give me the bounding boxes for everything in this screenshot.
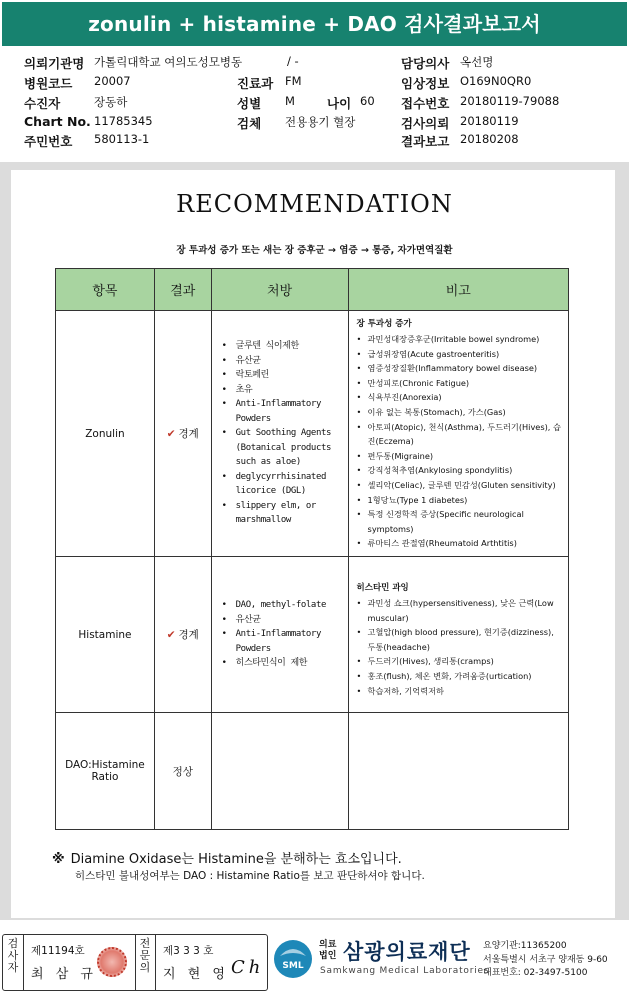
resident-value: 580113-1: [94, 132, 150, 146]
list-item: • 유산균: [222, 613, 344, 628]
list-item: • 셀리악(Celiac), 글루텐 민감성(Gluten sensitivity): [357, 478, 562, 493]
chart-label: Chart No.: [24, 114, 91, 129]
item-histamine: Histamine: [56, 557, 155, 713]
divider: [23, 935, 24, 990]
table-row-ratio: [56, 713, 569, 830]
tester-name: 최 삼 규: [31, 967, 97, 982]
org-phone: 대표번호: 02-3497-5100: [483, 968, 588, 978]
hospital-label: 의뢰기관명: [24, 56, 85, 71]
doctor-value: 옥선명: [460, 55, 494, 69]
org-type: [319, 940, 336, 962]
list-item: • 류마티스 관절염(Rheumatoid Arthtitis): [357, 536, 562, 551]
signature: Ch: [231, 957, 265, 978]
seal-stamp: [97, 947, 127, 977]
list-item: • Anti-Inflammatory Powders: [222, 627, 344, 656]
org-info: [483, 940, 608, 981]
list-item: • 고혈압(high blood pressure), 현기증(dizziness), 두통(headache): [357, 625, 562, 654]
specialist-number: 제3 3 3 호: [163, 945, 214, 957]
divider: [155, 935, 156, 990]
resident-label: 주민번호: [24, 134, 73, 149]
hospital-value: 가톨릭대학교 여의도성모병동: [94, 55, 243, 69]
list-item: • Gut Soothing Agents (Botanical products such as aloe): [222, 426, 344, 470]
clinical-value: O169N0QR0: [460, 74, 532, 88]
list-item: • 편두통(Migraine): [357, 449, 562, 464]
list-item: • DAO, methyl-folate: [222, 598, 344, 613]
list-item: • 과민성대장증후군(Irritable bowel syndrome): [357, 332, 562, 347]
list-item: • 글루텐 식이제한: [222, 339, 344, 354]
code-label: 병원코드: [24, 76, 73, 91]
result-date-value: 20180208: [460, 132, 519, 146]
list-item: • 만성피로(Chronic Fatigue): [357, 376, 562, 391]
request-value: 20180119: [460, 114, 519, 128]
patient-value: 장동하: [94, 95, 128, 109]
prescription-ratio: [211, 713, 348, 830]
list-item: • 히스타민식이 제한: [222, 656, 344, 671]
list-item: • 1형당뇨(Type 1 diabetes): [357, 493, 562, 508]
org-name: 삼광의료재단: [343, 940, 471, 964]
header-remarks: 비고: [348, 269, 568, 311]
org-english-name: Samkwang Medical Laboratories: [320, 966, 490, 976]
list-item: • 아토피(Atopic), 천식(Asthma), 두드러기(Hives), 습진(Eczema): [357, 420, 562, 449]
list-item: • 급성위장염(Acute gastroenteritis): [357, 347, 562, 362]
list-item: • 과민성 쇼크(hypersensitiveness), 낮은 근력(Low muscular): [357, 596, 562, 625]
footnote-2: 히스타민 불내성여부는 DAO : Histamine Ratio를 보고 판단하셔야 합니다.: [75, 870, 425, 882]
table-row-zonulin: [56, 311, 569, 557]
result-date-label: 결과보고: [401, 134, 450, 149]
result-ratio: 정상: [154, 713, 211, 830]
logo-text: SML: [282, 961, 304, 971]
code-value: 20007: [94, 74, 131, 88]
recommendation-subtitle: 장 투과성 증가 또는 새는 장 증후군 → 염증 → 통증, 자가면역질환: [176, 245, 453, 256]
footnote: [52, 848, 402, 867]
result-histamine: [154, 557, 211, 713]
list-item: • 식욕부진(Anorexia): [357, 390, 562, 405]
age-label: 나이: [327, 96, 352, 111]
age-value: 60: [360, 94, 375, 108]
chart-value: 11785345: [94, 114, 153, 128]
header-prescription: 처방: [211, 269, 348, 311]
org-code: 요양기관:11365200: [483, 941, 567, 951]
remarks-ratio: [348, 713, 568, 830]
sex-label: 성별: [237, 96, 262, 111]
table-header-row: [56, 269, 569, 311]
check-icon: ✔: [166, 629, 176, 641]
patient-label: 수진자: [24, 96, 61, 111]
table-row-histamine: [56, 557, 569, 713]
list-item: • 강직성척추염(Ankylosing spondylitis): [357, 463, 562, 478]
specimen-value: 전용용기 혈장: [285, 115, 356, 129]
org-address: 서울특별시 서초구 양재동 9-60: [483, 954, 608, 965]
header-result: 결과: [154, 269, 211, 311]
dept-label: 진료과: [237, 76, 274, 91]
signature-box: [2, 934, 268, 991]
tester-label: 검사자: [7, 937, 19, 974]
remarks-histamine: [348, 557, 568, 713]
sml-logo-icon: [272, 938, 314, 980]
sex-value: M: [285, 94, 295, 108]
dept-value: FM: [285, 74, 302, 88]
list-item: • 락토페린: [222, 368, 344, 383]
result-histamine-text: 경계: [178, 629, 199, 641]
receipt-label: 접수번호: [401, 96, 450, 111]
org-type-1: 의료: [319, 940, 337, 950]
divider: [135, 935, 136, 990]
prescription-zonulin: [211, 311, 348, 557]
result-zonulin-text: 경계: [178, 428, 199, 440]
result-zonulin: [154, 311, 211, 557]
list-item: • 유산균: [222, 354, 344, 369]
list-item: • 홍조(flush), 체온 변화, 가려움증(urtication): [357, 669, 562, 684]
specialist-label: 전문의: [139, 937, 151, 974]
list-item: • deglycyrrhisinated licorice (DGL): [222, 470, 344, 499]
list-item: • 이유 없는 복통(Stomach), 가스(Gas): [357, 405, 562, 420]
tester-number: 제11194호: [31, 945, 85, 957]
remarks-title: 장 투과성 증가: [356, 319, 412, 329]
ward-value: / -: [287, 54, 299, 68]
footnote-text: Diamine Oxidase는 Histamine을 분해하는 효소입니다.: [70, 852, 402, 867]
recommendation-title: RECOMMENDATION: [176, 190, 453, 218]
list-item: • 염증성장질환(Inflammatory bowel disease): [357, 361, 562, 376]
doctor-label: 담당의사: [401, 56, 450, 71]
remarks-title: 히스타민 과잉: [356, 583, 409, 593]
list-item: • Anti-Inflammatory Powders: [222, 397, 344, 426]
report-title: zonulin + histamine + DAO 검사결과보고서: [2, 2, 627, 46]
remarks-zonulin: [348, 311, 568, 557]
recommendation-table: [55, 268, 569, 830]
clinical-label: 임상정보: [401, 76, 450, 91]
header-item: 항목: [56, 269, 155, 311]
specialist-name: 지 현 영: [163, 967, 229, 982]
item-ratio: DAO:Histamine Ratio: [56, 713, 155, 830]
list-item: • 두드러기(Hives), 생리통(cramps): [357, 654, 562, 669]
list-item: • 학습저하, 기억력저하: [357, 684, 562, 699]
item-zonulin: Zonulin: [56, 311, 155, 557]
receipt-value: 20180119-79088: [460, 94, 560, 108]
list-item: • slippery elm, or marshmallow: [222, 499, 344, 528]
footnote-mark: ※: [52, 852, 65, 867]
org-type-2: 법인: [319, 951, 337, 961]
list-item: • 초유: [222, 383, 344, 398]
patient-info: [0, 54, 629, 154]
prescription-histamine: [211, 557, 348, 713]
request-label: 검사의뢰: [401, 116, 450, 131]
specimen-label: 검체: [237, 116, 262, 131]
check-icon: ✔: [166, 428, 176, 440]
list-item: • 특정 신경학적 증상(Specific neurological symptoms): [357, 507, 562, 536]
